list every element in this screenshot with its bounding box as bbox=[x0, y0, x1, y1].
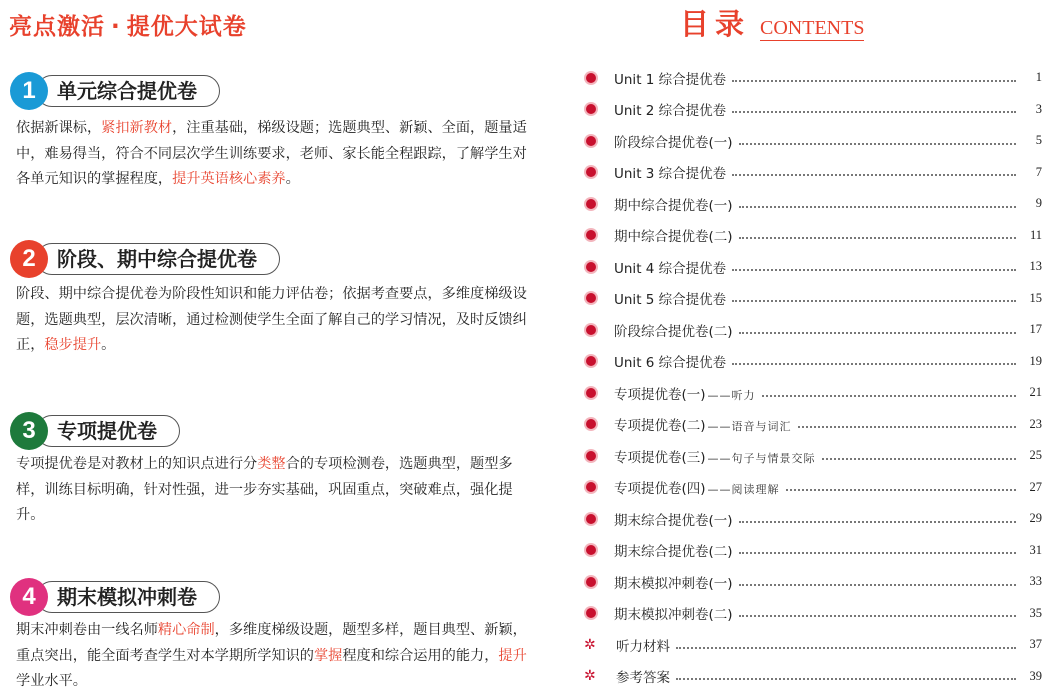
toc-item[interactable] bbox=[578, 251, 1045, 283]
toc-item-label bbox=[614, 320, 733, 340]
dot-bullet-icon bbox=[586, 482, 596, 492]
toc-item-label bbox=[614, 477, 780, 497]
body-text: 学业水平。 bbox=[16, 673, 87, 689]
highlighted-text: 精心命制 bbox=[157, 622, 215, 638]
highlighted-text: 提升英语核心素养 bbox=[172, 171, 286, 187]
dot-bullet-icon bbox=[586, 73, 596, 83]
toc-item[interactable] bbox=[578, 125, 1045, 157]
toc-item-title: 期末模拟冲刺卷(二) bbox=[614, 607, 733, 624]
dot-leader bbox=[732, 111, 1016, 113]
toc-item-subtitle: ——听力 bbox=[707, 388, 756, 402]
toc-page-number: 1 bbox=[1035, 70, 1042, 85]
page-title-part2: 提优大试卷 bbox=[126, 14, 247, 40]
toc-item-label bbox=[614, 257, 726, 277]
toc-item[interactable] bbox=[578, 346, 1045, 378]
toc-item-title: Unit 3 综合提优卷 bbox=[614, 166, 727, 183]
toc-item-title: 期末综合提优卷(一) bbox=[614, 512, 733, 529]
dot-leader bbox=[798, 426, 1016, 428]
toc-item-label bbox=[614, 414, 792, 434]
body-text: 。 bbox=[101, 337, 116, 353]
highlighted-text: 稳步提升 bbox=[44, 337, 102, 353]
toc-item-label bbox=[614, 288, 726, 308]
toc-item-title: Unit 6 综合提优卷 bbox=[614, 355, 727, 372]
toc-item-title: 专项提优卷(二) bbox=[614, 418, 706, 435]
dot-bullet-icon bbox=[586, 514, 596, 524]
contents-title-zh: 目录 bbox=[680, 7, 751, 41]
section-title: 期末模拟冲刺卷 bbox=[36, 581, 220, 613]
toc-item[interactable] bbox=[578, 409, 1045, 441]
dot-bullet-icon bbox=[586, 356, 596, 366]
toc-item-subtitle: ——阅读理解 bbox=[707, 483, 780, 497]
highlighted-text: 紧扣新教材 bbox=[101, 120, 173, 136]
toc-page-number: 33 bbox=[1029, 574, 1042, 589]
toc-item-title: Unit 4 综合提优卷 bbox=[614, 260, 727, 277]
contents-title bbox=[680, 2, 864, 43]
dot-leader bbox=[739, 143, 1016, 145]
dot-leader bbox=[732, 300, 1016, 302]
highlighted-text: 提升 bbox=[498, 647, 527, 664]
flower-bullet-icon: ✲ bbox=[584, 636, 596, 653]
dot-leader bbox=[732, 174, 1016, 176]
flower-bullet-icon: ✲ bbox=[584, 668, 596, 685]
dot-bullet-icon bbox=[586, 262, 596, 272]
toc-item-title: 参考答案 bbox=[616, 670, 670, 687]
toc-item-label bbox=[616, 635, 670, 655]
toc-item-title: 专项提优卷(一) bbox=[614, 386, 706, 403]
toc-item[interactable] bbox=[578, 62, 1045, 94]
dot-bullet-icon bbox=[586, 419, 596, 429]
contents-panel bbox=[578, 0, 1045, 694]
body-text: ，多维度梯级设题，题型多样，题目典型、新颖，重点突出，能全面考查学生对本学期所学知识的 bbox=[16, 622, 527, 664]
toc-item[interactable] bbox=[578, 472, 1045, 504]
toc-item[interactable] bbox=[578, 503, 1045, 535]
toc-page-number: 37 bbox=[1029, 637, 1042, 652]
toc-page-number: 29 bbox=[1029, 511, 1042, 526]
page-title-part1: 亮点激活 bbox=[9, 14, 105, 40]
toc-page-number: 39 bbox=[1029, 668, 1042, 683]
toc-item-title: Unit 1 综合提优卷 bbox=[614, 71, 727, 88]
toc-page-number: 17 bbox=[1029, 322, 1042, 337]
toc-item-title: 期中综合提优卷(二) bbox=[614, 229, 733, 246]
body-text: 程度和综合运用的能力， bbox=[342, 647, 499, 664]
toc-item[interactable] bbox=[578, 94, 1045, 126]
body-text: 合的专项检测卷，选题典型，题型多样，训练目标明确，针对性强，进一步夯实基础，巩固重点，突破难点，强化提升。 bbox=[16, 456, 513, 523]
contents-title-en: CONTENTS bbox=[760, 17, 865, 39]
dot-leader bbox=[732, 269, 1016, 271]
section-title: 单元综合提优卷 bbox=[36, 75, 220, 107]
dot-bullet-icon bbox=[586, 104, 596, 114]
body-text: ，注重基础，梯级设题；选题典型、新颖、全面，题量适中，难易得当，符合不同层次学生训练要求，老师、家长能全程跟踪，了解学生对各单元知识的掌握程度， bbox=[16, 120, 527, 187]
section-body bbox=[16, 618, 536, 695]
highlighted-text: 掌握 bbox=[313, 647, 343, 664]
toc-item[interactable] bbox=[578, 661, 1045, 693]
dot-bullet-icon bbox=[586, 293, 596, 303]
section-number-badge: 4 bbox=[10, 578, 48, 616]
dot-leader bbox=[739, 615, 1016, 617]
toc-item-label bbox=[614, 446, 816, 466]
toc-item-title: 专项提优卷(四) bbox=[614, 481, 706, 498]
toc-page-number: 7 bbox=[1035, 164, 1042, 179]
toc-item[interactable] bbox=[578, 188, 1045, 220]
toc-item-title: 期末模拟冲刺卷(一) bbox=[614, 575, 733, 592]
body-text: 。 bbox=[285, 171, 300, 187]
toc-item[interactable] bbox=[578, 314, 1045, 346]
toc-item-title: 专项提优卷(三) bbox=[614, 449, 706, 466]
toc-item[interactable] bbox=[578, 220, 1045, 252]
toc-page-number: 25 bbox=[1029, 448, 1042, 463]
toc-page-number: 15 bbox=[1029, 290, 1042, 305]
highlighted-text: 类整 bbox=[257, 456, 286, 472]
dot-bullet-icon bbox=[586, 545, 596, 555]
toc-item-title: 阶段综合提优卷(二) bbox=[614, 323, 733, 340]
toc-item-subtitle: ——句子与情景交际 bbox=[707, 451, 816, 465]
toc-item-title: Unit 2 综合提优卷 bbox=[614, 103, 727, 120]
toc-item-label bbox=[614, 383, 756, 403]
section-number-badge: 3 bbox=[10, 412, 48, 450]
dot-leader bbox=[739, 237, 1016, 239]
section-body bbox=[16, 116, 536, 193]
toc-page-number: 19 bbox=[1029, 353, 1042, 368]
body-text: 依据新课标， bbox=[16, 120, 102, 136]
toc-item[interactable] bbox=[578, 535, 1045, 567]
toc-item-title: 阶段综合提优卷(一) bbox=[614, 134, 733, 151]
dot-leader bbox=[739, 584, 1016, 586]
contents-list bbox=[578, 62, 1045, 692]
page-title bbox=[9, 8, 247, 41]
dot-bullet-icon bbox=[586, 608, 596, 618]
dot-bullet-icon bbox=[586, 451, 596, 461]
toc-item[interactable] bbox=[578, 157, 1045, 189]
toc-item[interactable] bbox=[578, 283, 1045, 315]
section-title: 专项提优卷 bbox=[36, 415, 180, 447]
section-body bbox=[16, 282, 536, 359]
toc-item-label bbox=[614, 131, 733, 151]
page-title-separator: · bbox=[111, 14, 121, 40]
dot-bullet-icon bbox=[586, 325, 596, 335]
dot-leader bbox=[739, 332, 1016, 334]
toc-item-label bbox=[614, 351, 726, 371]
toc-item[interactable] bbox=[578, 440, 1045, 472]
toc-item-label bbox=[616, 666, 670, 686]
toc-page-number: 21 bbox=[1029, 385, 1042, 400]
body-text: 期末冲刺卷由一线名师 bbox=[16, 622, 158, 638]
body-text: 专项提优卷是对教材上的知识点进行分 bbox=[16, 456, 258, 472]
dot-leader bbox=[786, 489, 1016, 491]
toc-item-title: Unit 5 综合提优卷 bbox=[614, 292, 727, 309]
toc-item-label bbox=[614, 572, 733, 592]
dot-leader bbox=[732, 363, 1016, 365]
toc-item-label bbox=[614, 225, 733, 245]
toc-page-number: 11 bbox=[1029, 227, 1042, 242]
toc-page-number: 9 bbox=[1035, 196, 1042, 211]
body-text: 阶段、期中综合提优卷为阶段性知识和能力评估卷；依据考查要点，多维度梯级设题，选题典型，层次清晰，通过检测使学生全面了解自己的学习情况，及时反馈纠正， bbox=[16, 286, 527, 353]
section-title: 阶段、期中综合提优卷 bbox=[36, 243, 280, 275]
dot-leader bbox=[822, 458, 1016, 460]
toc-item-label bbox=[614, 99, 726, 119]
dot-bullet-icon bbox=[586, 136, 596, 146]
dot-bullet-icon bbox=[586, 577, 596, 587]
toc-page-number: 3 bbox=[1035, 101, 1042, 116]
dot-leader bbox=[676, 647, 1016, 649]
toc-item[interactable] bbox=[578, 598, 1045, 630]
section-body bbox=[16, 452, 536, 529]
toc-item-label bbox=[614, 509, 733, 529]
section-number-badge: 1 bbox=[10, 72, 48, 110]
dot-leader bbox=[732, 80, 1016, 82]
toc-item-subtitle: ——语音与词汇 bbox=[707, 420, 792, 434]
toc-page-number: 13 bbox=[1029, 259, 1042, 274]
toc-item-label bbox=[614, 603, 733, 623]
toc-item-title: 听力材料 bbox=[616, 638, 670, 655]
dot-leader bbox=[762, 395, 1016, 397]
toc-item[interactable] bbox=[578, 629, 1045, 661]
dot-bullet-icon bbox=[586, 167, 596, 177]
toc-item-title: 期末综合提优卷(二) bbox=[614, 544, 733, 561]
dot-bullet-icon bbox=[586, 230, 596, 240]
toc-item-label bbox=[614, 68, 726, 88]
dot-leader bbox=[739, 206, 1016, 208]
dot-bullet-icon bbox=[586, 199, 596, 209]
section-number-badge: 2 bbox=[10, 240, 48, 278]
toc-item-label bbox=[614, 540, 733, 560]
toc-page-number: 23 bbox=[1029, 416, 1042, 431]
dot-bullet-icon bbox=[586, 388, 596, 398]
toc-item-title: 期中综合提优卷(一) bbox=[614, 197, 733, 214]
toc-item[interactable] bbox=[578, 377, 1045, 409]
toc-page-number: 5 bbox=[1035, 133, 1042, 148]
toc-item-label bbox=[614, 162, 726, 182]
toc-page-number: 31 bbox=[1029, 542, 1042, 557]
dot-leader bbox=[739, 521, 1016, 523]
toc-item[interactable] bbox=[578, 566, 1045, 598]
toc-page-number: 27 bbox=[1029, 479, 1042, 494]
toc-page-number: 35 bbox=[1029, 605, 1042, 620]
dot-leader bbox=[676, 678, 1016, 680]
toc-item-label bbox=[614, 194, 733, 214]
dot-leader bbox=[739, 552, 1016, 554]
